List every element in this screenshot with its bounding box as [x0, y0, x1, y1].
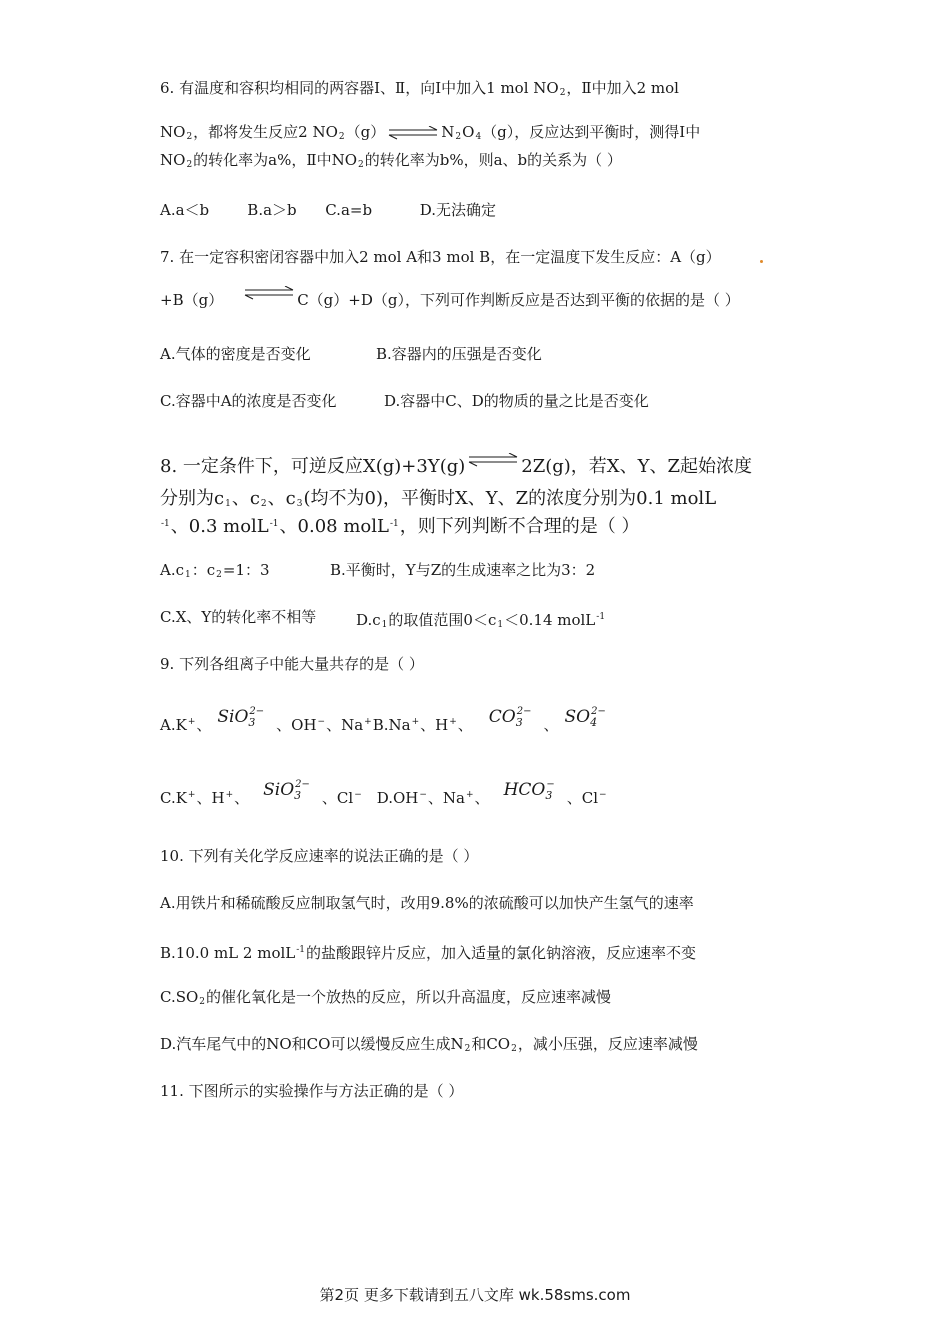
q7-optD: D.容器中C、D的物质的量之比是否变化	[384, 392, 649, 410]
subscript: 3	[296, 499, 303, 509]
q8-optA	[160, 560, 270, 585]
q10-optD	[160, 1034, 698, 1059]
q9-text: 、H	[420, 716, 449, 734]
subscript: 2	[199, 997, 206, 1007]
q6-text: ，都将发生反应2 NO	[193, 123, 338, 141]
subscript: 3	[515, 716, 523, 729]
superscript: +	[411, 717, 420, 727]
equilibrium-arrow-icon	[387, 126, 439, 140]
subscript: 2	[216, 570, 222, 580]
q8-text: 、c	[231, 488, 260, 509]
q6-text: ，Ⅱ中加入2 mol	[566, 79, 679, 97]
q9-text: 、OH	[276, 716, 317, 734]
superscript: +	[225, 790, 234, 800]
subscript: 3	[248, 716, 256, 729]
equilibrium-arrow-icon	[467, 453, 519, 467]
q8-text: 、0.08 molL	[279, 516, 389, 537]
q6-line1	[160, 78, 679, 103]
page-footer: 第2页 更多下载请到五八文库 wk.58sms.com	[319, 1286, 631, 1304]
superscript: 2−	[591, 706, 606, 717]
q9-text: 、H	[196, 789, 225, 807]
q9-stem: 9. 下列各组离子中能大量共存的是（ ）	[160, 655, 424, 673]
superscript: +	[466, 790, 474, 800]
subscript: 3	[294, 789, 302, 802]
superscript: +	[187, 790, 196, 800]
q8-line1	[160, 455, 752, 479]
q9-text: D.OH	[376, 789, 419, 807]
q9-text: 、	[234, 789, 250, 807]
superscript: 2−	[516, 706, 532, 717]
q9-text: 、Na	[427, 789, 465, 807]
q7-optC: C.容器中A的浓度是否变化	[160, 392, 337, 410]
ion-text: HCO	[503, 780, 546, 800]
q10-optC	[160, 987, 611, 1012]
q8-text: ＜0.14 molL	[504, 611, 596, 629]
q8-text: 、0.3 molL	[170, 516, 269, 537]
q9-line1	[160, 706, 618, 741]
q9-text: A.K	[160, 716, 187, 734]
q8-optD	[356, 607, 606, 635]
superscript: 2−	[249, 706, 265, 717]
subscript: 2	[511, 1044, 517, 1054]
q10-text: ，减小压强，反应速率减慢	[517, 1035, 698, 1053]
subscript: 2	[338, 132, 345, 142]
q10-text: 和CO	[471, 1035, 511, 1053]
silicate-ion	[263, 780, 316, 806]
q6-text: N	[441, 123, 455, 141]
q10-text: 的催化氧化是一个放热的反应，所以升高温度，反应速率减慢	[206, 988, 612, 1006]
superscript: −	[419, 790, 427, 800]
q7-text: +B（g）	[160, 291, 224, 309]
subscript: 2	[186, 160, 193, 170]
subscript: 3	[545, 789, 553, 802]
q8-text: A.c	[160, 561, 185, 579]
q6-options: A.a＜b B.a＞b C.a=b D.无法确定	[160, 201, 496, 219]
q6-text: 的转化率为a%，Ⅱ中NO	[193, 151, 357, 169]
q8-text: 、c	[267, 488, 296, 509]
superscript: -1	[296, 945, 306, 955]
sulfate-ion	[565, 707, 612, 733]
bicarbonate-ion	[504, 780, 561, 806]
q7-optA: A.气体的密度是否变化	[160, 345, 311, 363]
q7-line1: 7. 在一定容积密闭容器中加入2 mol A和3 mol B，在一定温度下发生反应：A（g）	[160, 248, 721, 266]
q10-text: 的盐酸跟锌片反应，加入适量的氯化钠溶液，反应速率不变	[306, 944, 697, 962]
q9-text: 、Na	[326, 716, 364, 734]
ion-text: SO	[564, 707, 591, 727]
q10-optA: A.用铁片和稀硫酸反应制取氢气时，改用9.8%的浓硫酸可以加快产生氢气的速率	[160, 894, 694, 912]
q8-text: =1：3	[222, 561, 270, 579]
superscript: −	[546, 779, 555, 790]
superscript: +	[187, 717, 196, 727]
subscript: 2	[464, 1044, 471, 1054]
q8-text: 8. 一定条件下，可逆反应X(g)+3Y(g)	[160, 456, 466, 477]
superscript: +	[449, 717, 457, 727]
superscript: −	[599, 790, 607, 800]
superscript: -1	[161, 519, 170, 529]
q8-line3	[160, 512, 639, 539]
subscript: 1	[225, 499, 231, 509]
q10-text: D.汽车尾气中的NO和CO可以缓慢反应生成N	[160, 1035, 464, 1053]
subscript: 2	[358, 160, 364, 170]
q7-line2	[160, 290, 740, 310]
subscript: 2	[455, 132, 462, 142]
subscript: 1	[381, 620, 388, 630]
superscript: +	[364, 717, 372, 727]
q8-text: ：c	[191, 561, 216, 579]
q6-text: （g），反应达到平衡时，测得Ⅰ中	[482, 123, 701, 141]
ion-text: SiO	[217, 707, 249, 727]
q8-optC: C.X、Y的转化率不相等	[160, 608, 317, 626]
subscript: 2	[559, 88, 566, 98]
q6-text: （g）	[345, 123, 386, 141]
ion-text: SiO	[263, 780, 295, 800]
subscript: 2	[186, 132, 193, 142]
q9-text: 、	[543, 716, 559, 734]
q10-text: C.SO	[160, 988, 199, 1006]
q6-line2	[160, 122, 700, 147]
q10-text: B.10.0 mL 2 molL	[160, 944, 296, 962]
superscript: -1	[389, 519, 399, 529]
q9-text: 、	[457, 716, 473, 734]
subscript: 4	[475, 132, 482, 142]
superscript: 2−	[295, 779, 310, 790]
silicate-ion	[217, 707, 270, 733]
q8-text: 的取值范围0＜c	[388, 611, 497, 629]
q6-line3	[160, 150, 622, 175]
superscript: −	[317, 717, 326, 727]
q8-text: 2Z(g)，若X、Y、Z起始浓度	[521, 456, 752, 477]
q10-stem: 10. 下列有关化学反应速率的说法正确的是（ ）	[160, 847, 479, 865]
q8-text: (均不为0)，平衡时X、Y、Z的浓度分别为0.1 molL	[303, 488, 717, 509]
q6-text: NO	[160, 151, 186, 169]
q9-text: 、	[474, 789, 490, 807]
q6-text: O	[462, 123, 475, 141]
q6-text: NO	[160, 123, 186, 141]
q9-line2	[160, 779, 608, 814]
q9-text: B.Na	[372, 716, 411, 734]
subscript: 1	[497, 620, 504, 630]
q11-stem: 11. 下图所示的实验操作与方法正确的是（ ）	[160, 1082, 464, 1100]
ion-text: CO	[488, 707, 516, 727]
q8-text: ，则下列判断不合理的是（ ）	[399, 516, 640, 537]
q9-text: 、Cl	[566, 789, 599, 807]
q9-text: 、	[196, 716, 212, 734]
q9-text: 、Cl	[321, 789, 354, 807]
subscript: 2	[260, 499, 267, 509]
q6-text: 6. 有温度和容积均相同的两容器Ⅰ、Ⅱ，向Ⅰ中加入1 mol NO	[160, 79, 559, 97]
subscript: 1	[185, 570, 191, 580]
q8-text: 分别为c	[160, 488, 225, 509]
q8-optB: B.平衡时，Y与Z的生成速率之比为3：2	[330, 561, 596, 579]
carbonate-ion	[489, 707, 538, 733]
q7-optB: B.容器内的压强是否变化	[376, 345, 542, 363]
q6-text: 的转化率为b%，则a、b的关系为（ ）	[364, 151, 622, 169]
equilibrium-arrow-icon	[243, 286, 295, 300]
stray-mark	[760, 260, 763, 263]
superscript: −	[354, 790, 362, 800]
q9-text: C.K	[160, 789, 187, 807]
q10-optB	[160, 940, 696, 963]
subscript: 4	[590, 716, 598, 729]
superscript: -1	[596, 612, 606, 622]
q8-text: D.c	[356, 611, 381, 629]
q7-text: C（g）+D（g），下列可作判断反应是否达到平衡的依据的是（ ）	[297, 291, 740, 309]
superscript: -1	[269, 519, 279, 529]
